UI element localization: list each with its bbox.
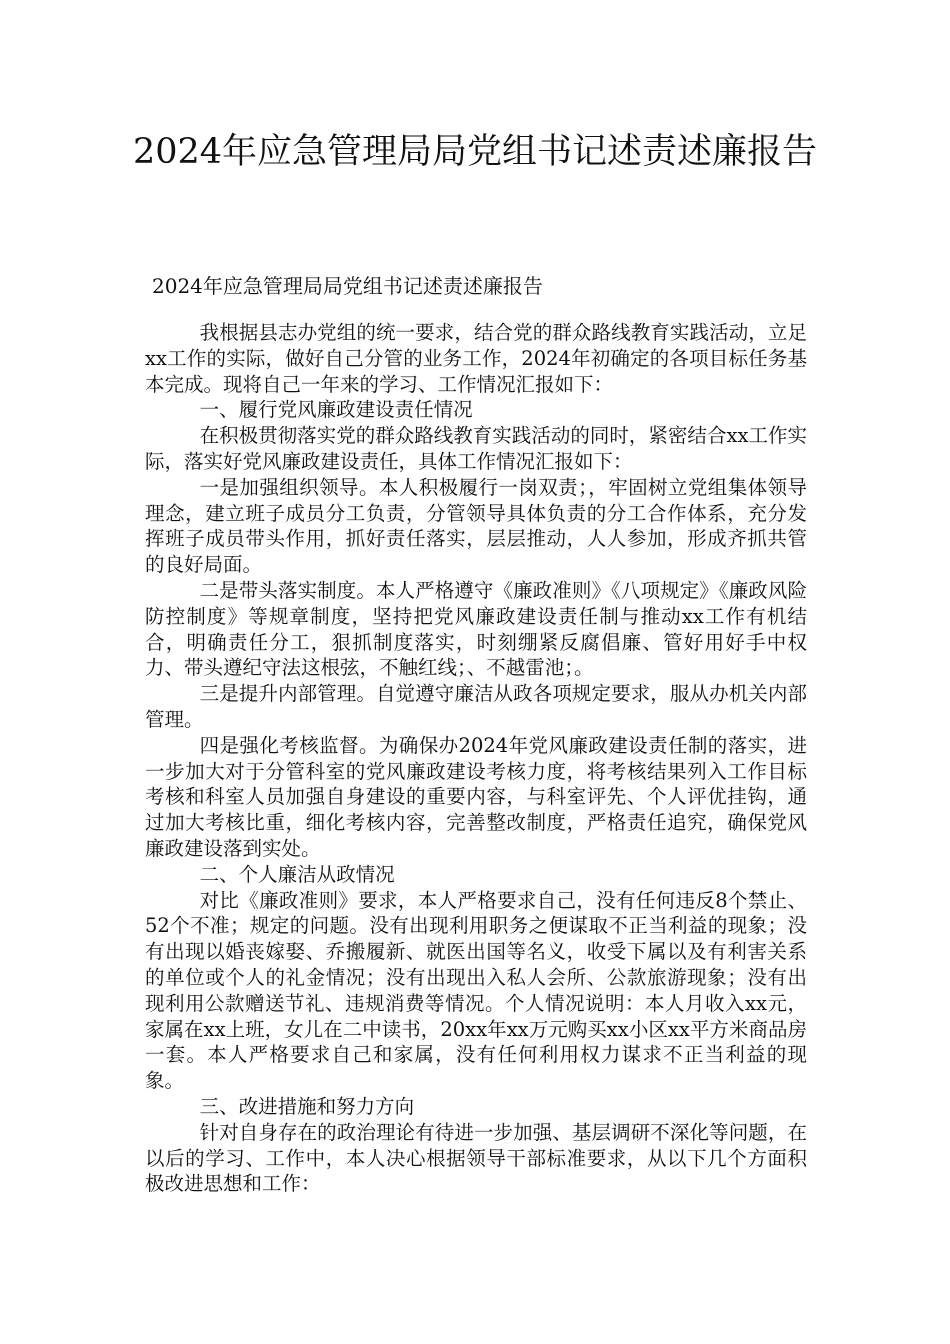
section-heading-2: 二、个人廉洁从政情况 (199, 862, 395, 886)
paragraph: 三是提升内部管理。自觉遵守廉洁从政各项规定要求，服从办机关内部管理。 (145, 682, 807, 731)
paragraph: 在积极贯彻落实党的群众路线教育实践活动的同时，紧密结合xx工作实际，落实好党风廉政建设责任，具体工作情况汇报如下： (145, 424, 807, 473)
paragraph: 对比《廉政准则》要求，本人严格要求自己，没有任何违反8个禁止、52个不准；规定的问题。没有出现利用职务之便谋取不正当利益的现象；没有出现以婚丧嫁娶、乔搬履新、就医出国等名义，收受下属以及有利害关系的单位或个人的礼金情况；没有出现出入私人会所、公款旅游现象；没有出现利用公款赠送节礼、违规消费等情况。个人情况说明：本人月收入xx元，家属在xx上班，女儿在二中读书，20xx年xx万元购买xx小区xx平方米商品房一套。本人严格要求自己和家属，没有任何利用权力谋求不正当利益的现象。 (145, 888, 807, 1093)
paragraph: 四是强化考核监督。为确保办2024年党风廉政建设责任制的落实，进一步加大对于分管科室的党风廉政建设考核力度，将考核结果列入工作目标考核和科室人员加强自身建设的重要内容，与科室评先、个人评优挂钩，通过加大考核比重，细化考核内容，完善整改制度，严格责任追究，确保党风廉政建设落到实处。 (145, 733, 807, 860)
section-heading-1: 一、履行党风廉政建设责任情况 (199, 398, 473, 422)
document-subtitle: 2024年应急管理局局党组书记述责述廉报告 (152, 274, 543, 298)
document-title: 2024年应急管理局局党组书记述责述廉报告 (132, 132, 818, 172)
document-body (145, 320, 807, 1197)
paragraph: 针对自身存在的政治理论有待进一步加强、基层调研不深化等问题，在以后的学习、工作中，本人决心根据领导干部标准要求，从以下几个方面积极改进思想和工作： (145, 1120, 807, 1196)
paragraph-intro: 我根据县志办党组的统一要求，结合党的群众路线教育实践活动，立足xx工作的实际，做好自己分管的业务工作，2024年初确定的各项目标任务基本完成。现将自己一年来的学习、工作情况汇报如下： (145, 321, 807, 396)
paragraph: 二是带头落实制度。本人严格遵守《廉政准则》《八项规定》《廉政风险防控制度》等规章制度，坚持把党风廉政建设责任制与推动xx工作有机结合，明确责任分工，狠抓制度落实，时刻绷紧反腐倡廉、管好用好手中权力、带头遵纪守法这根弦，不触红线；、不越雷池；。 (145, 578, 807, 680)
paragraph: 一是加强组织领导。本人积极履行一岗双责；，牢固树立党组集体领导理念，建立班子成员分工负责，分管领导具体负责的分工合作体系，充分发挥班子成员带头作用，抓好责任落实，层层推动，人人参加，形成齐抓共管的良好局面。 (145, 475, 807, 577)
section-heading-3: 三、改进措施和努力方向 (199, 1094, 415, 1118)
